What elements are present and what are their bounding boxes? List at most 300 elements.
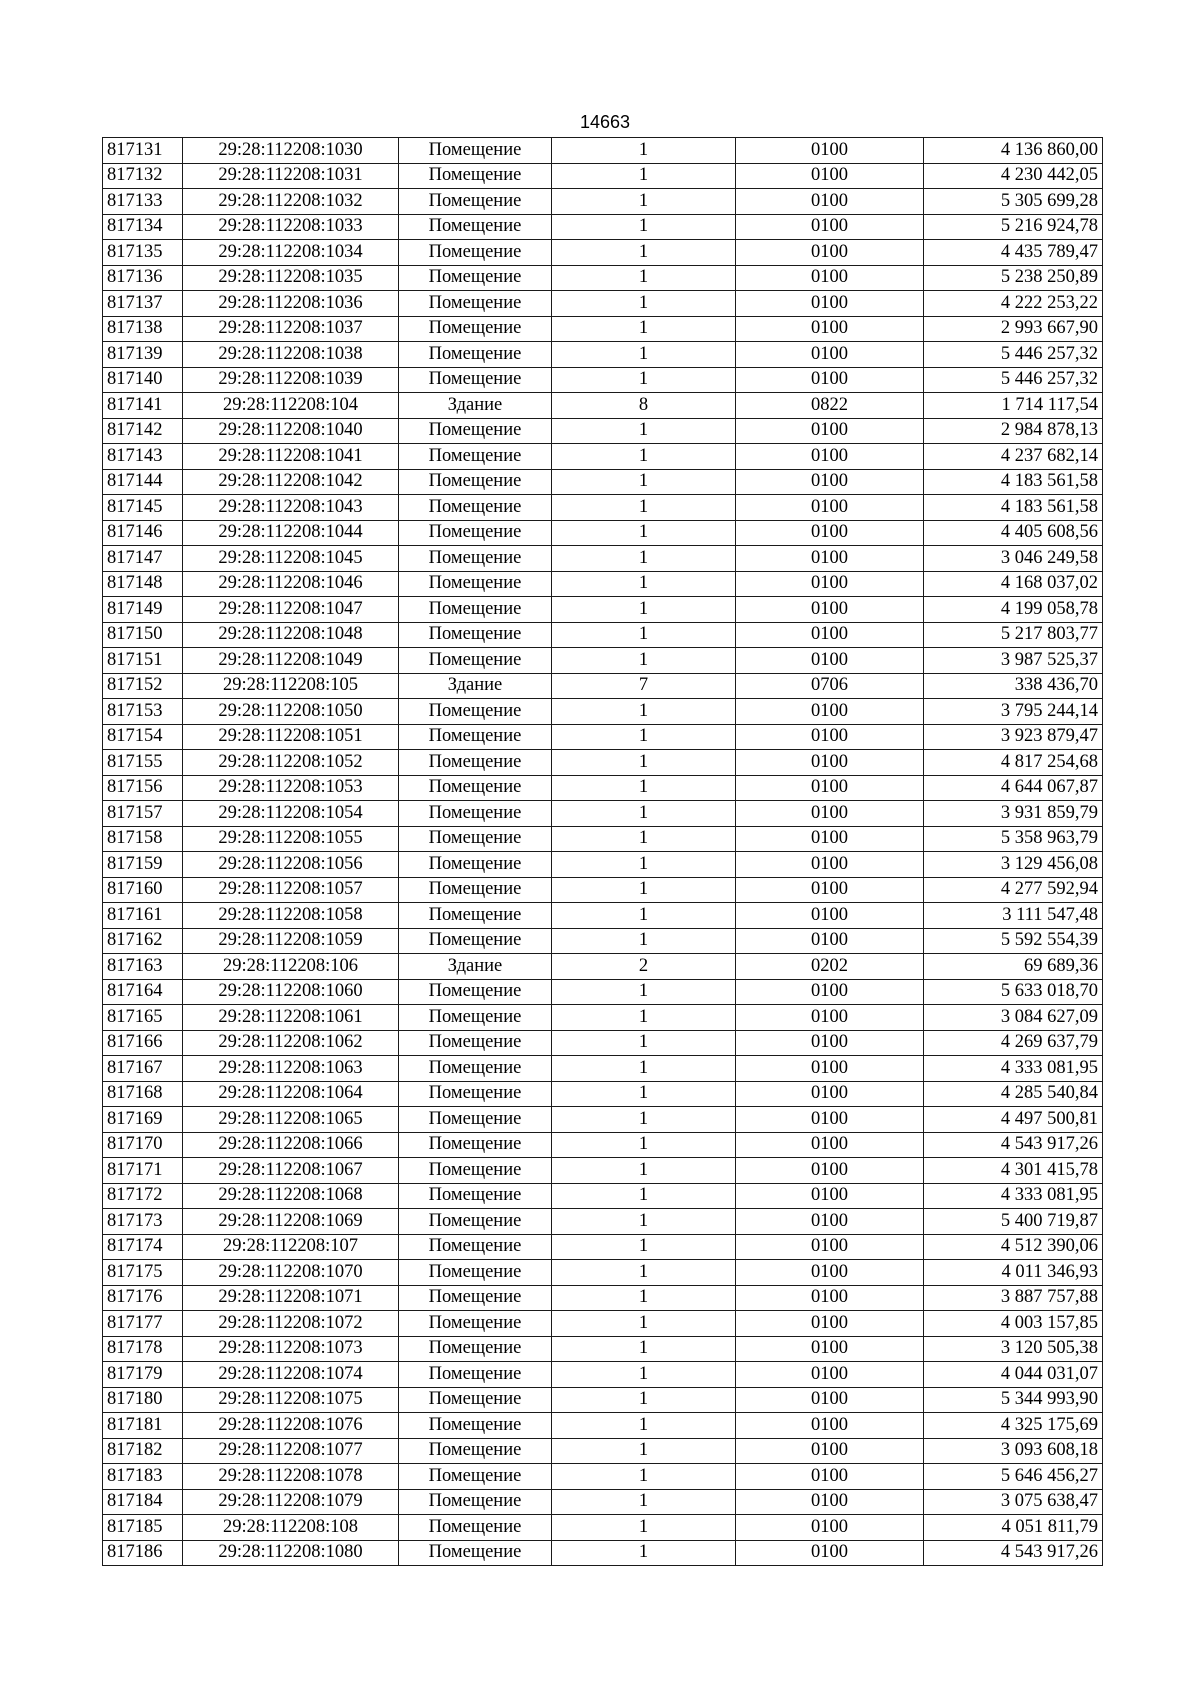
table-row	[103, 469, 1103, 495]
table-row	[103, 1540, 1103, 1566]
row-number-cell: 817182	[103, 1438, 183, 1464]
cadastral-value-cell: 4 230 442,05	[924, 163, 1103, 189]
count-cell: 1	[552, 775, 736, 801]
count-cell: 1	[552, 1107, 736, 1133]
cadastral-value-cell: 3 120 505,38	[924, 1336, 1103, 1362]
table-row	[103, 1387, 1103, 1413]
code-cell: 0100	[736, 444, 924, 470]
count-cell: 1	[552, 1260, 736, 1286]
count-cell: 1	[552, 979, 736, 1005]
row-number-cell: 817149	[103, 597, 183, 623]
cadastral-number-cell: 29:28:112208:1032	[183, 189, 399, 215]
row-number-cell: 817140	[103, 367, 183, 393]
cadastral-number-cell: 29:28:112208:1047	[183, 597, 399, 623]
code-cell: 0100	[736, 903, 924, 929]
cadastral-value-cell: 4 543 917,26	[924, 1132, 1103, 1158]
count-cell: 1	[552, 648, 736, 674]
row-number-cell: 817139	[103, 342, 183, 368]
count-cell: 1	[552, 418, 736, 444]
cadastral-number-cell: 29:28:112208:1055	[183, 826, 399, 852]
row-number-cell: 817166	[103, 1030, 183, 1056]
cadastral-value-cell: 69 689,36	[924, 954, 1103, 980]
count-cell: 7	[552, 673, 736, 699]
registry-table-body	[103, 138, 1103, 1566]
count-cell: 1	[552, 291, 736, 317]
count-cell: 1	[552, 699, 736, 725]
object-type-cell: Помещение	[399, 1413, 552, 1439]
cadastral-value-cell: 5 400 719,87	[924, 1209, 1103, 1235]
row-number-cell: 817176	[103, 1285, 183, 1311]
row-number-cell: 817151	[103, 648, 183, 674]
code-cell: 0100	[736, 1183, 924, 1209]
object-type-cell: Помещение	[399, 1540, 552, 1566]
row-number-cell: 817179	[103, 1362, 183, 1388]
object-type-cell: Помещение	[399, 189, 552, 215]
cadastral-number-cell: 29:28:112208:1076	[183, 1413, 399, 1439]
row-number-cell: 817185	[103, 1515, 183, 1541]
object-type-cell: Здание	[399, 673, 552, 699]
cadastral-value-cell: 3 931 859,79	[924, 801, 1103, 827]
object-type-cell: Помещение	[399, 316, 552, 342]
table-row	[103, 699, 1103, 725]
row-number-cell: 817134	[103, 214, 183, 240]
code-cell: 0100	[736, 1030, 924, 1056]
row-number-cell: 817132	[103, 163, 183, 189]
count-cell: 1	[552, 597, 736, 623]
code-cell: 0100	[736, 1285, 924, 1311]
cadastral-value-cell: 5 216 924,78	[924, 214, 1103, 240]
count-cell: 1	[552, 1056, 736, 1082]
count-cell: 1	[552, 1030, 736, 1056]
cadastral-value-cell: 3 046 249,58	[924, 546, 1103, 572]
cadastral-number-cell: 29:28:112208:1045	[183, 546, 399, 572]
count-cell: 1	[552, 342, 736, 368]
count-cell: 1	[552, 928, 736, 954]
row-number-cell: 817183	[103, 1464, 183, 1490]
cadastral-value-cell: 4 497 500,81	[924, 1107, 1103, 1133]
object-type-cell: Помещение	[399, 903, 552, 929]
count-cell: 1	[552, 214, 736, 240]
table-row	[103, 1438, 1103, 1464]
code-cell: 0100	[736, 214, 924, 240]
cadastral-value-cell: 4 405 608,56	[924, 520, 1103, 546]
table-row	[103, 724, 1103, 750]
cadastral-value-cell: 1 714 117,54	[924, 393, 1103, 419]
object-type-cell: Помещение	[399, 1056, 552, 1082]
row-number-cell: 817137	[103, 291, 183, 317]
object-type-cell: Помещение	[399, 546, 552, 572]
cadastral-number-cell: 29:28:112208:1073	[183, 1336, 399, 1362]
code-cell: 0100	[736, 699, 924, 725]
cadastral-value-cell: 3 923 879,47	[924, 724, 1103, 750]
table-row	[103, 1183, 1103, 1209]
table-row	[103, 648, 1103, 674]
code-cell: 0100	[736, 724, 924, 750]
code-cell: 0100	[736, 877, 924, 903]
cadastral-number-cell: 29:28:112208:1035	[183, 265, 399, 291]
object-type-cell: Помещение	[399, 699, 552, 725]
count-cell: 1	[552, 1515, 736, 1541]
cadastral-number-cell: 29:28:112208:1077	[183, 1438, 399, 1464]
count-cell: 1	[552, 826, 736, 852]
object-type-cell: Здание	[399, 954, 552, 980]
count-cell: 1	[552, 1413, 736, 1439]
cadastral-value-cell: 4 051 811,79	[924, 1515, 1103, 1541]
table-row	[103, 1132, 1103, 1158]
cadastral-number-cell: 29:28:112208:1060	[183, 979, 399, 1005]
code-cell: 0100	[736, 1464, 924, 1490]
code-cell: 0100	[736, 1336, 924, 1362]
table-row	[103, 520, 1103, 546]
code-cell: 0100	[736, 240, 924, 266]
count-cell: 1	[552, 520, 736, 546]
cadastral-value-cell: 4 136 860,00	[924, 138, 1103, 164]
cadastral-value-cell: 4 168 037,02	[924, 571, 1103, 597]
cadastral-number-cell: 29:28:112208:1062	[183, 1030, 399, 1056]
cadastral-value-cell: 5 217 803,77	[924, 622, 1103, 648]
row-number-cell: 817135	[103, 240, 183, 266]
cadastral-number-cell: 29:28:112208:1034	[183, 240, 399, 266]
count-cell: 1	[552, 1387, 736, 1413]
code-cell: 0100	[736, 1132, 924, 1158]
object-type-cell: Помещение	[399, 163, 552, 189]
cadastral-value-cell: 4 817 254,68	[924, 750, 1103, 776]
count-cell: 1	[552, 1081, 736, 1107]
cadastral-value-cell: 5 592 554,39	[924, 928, 1103, 954]
row-number-cell: 817173	[103, 1209, 183, 1235]
object-type-cell: Помещение	[399, 1285, 552, 1311]
cadastral-number-cell: 29:28:112208:1044	[183, 520, 399, 546]
row-number-cell: 817186	[103, 1540, 183, 1566]
cadastral-value-cell: 4 285 540,84	[924, 1081, 1103, 1107]
code-cell: 0100	[736, 316, 924, 342]
code-cell: 0100	[736, 1158, 924, 1184]
count-cell: 2	[552, 954, 736, 980]
cadastral-value-cell: 5 344 993,90	[924, 1387, 1103, 1413]
row-number-cell: 817162	[103, 928, 183, 954]
row-number-cell: 817161	[103, 903, 183, 929]
count-cell: 1	[552, 316, 736, 342]
object-type-cell: Помещение	[399, 1336, 552, 1362]
code-cell: 0100	[736, 622, 924, 648]
cadastral-number-cell: 29:28:112208:1053	[183, 775, 399, 801]
count-cell: 1	[552, 138, 736, 164]
cadastral-value-cell: 4 301 415,78	[924, 1158, 1103, 1184]
count-cell: 1	[552, 265, 736, 291]
object-type-cell: Помещение	[399, 1005, 552, 1031]
object-type-cell: Помещение	[399, 1234, 552, 1260]
cadastral-value-cell: 5 446 257,32	[924, 342, 1103, 368]
object-type-cell: Помещение	[399, 138, 552, 164]
row-number-cell: 817142	[103, 418, 183, 444]
table-row	[103, 750, 1103, 776]
object-type-cell: Помещение	[399, 622, 552, 648]
table-row	[103, 189, 1103, 215]
object-type-cell: Помещение	[399, 1515, 552, 1541]
table-row	[103, 444, 1103, 470]
object-type-cell: Помещение	[399, 265, 552, 291]
cadastral-number-cell: 29:28:112208:1054	[183, 801, 399, 827]
count-cell: 1	[552, 1132, 736, 1158]
cadastral-value-cell: 4 435 789,47	[924, 240, 1103, 266]
cadastral-value-cell: 4 543 917,26	[924, 1540, 1103, 1566]
code-cell: 0100	[736, 495, 924, 521]
count-cell: 1	[552, 1540, 736, 1566]
table-row	[103, 1158, 1103, 1184]
code-cell: 0100	[736, 520, 924, 546]
registry-table	[102, 137, 1103, 1566]
object-type-cell: Помещение	[399, 367, 552, 393]
count-cell: 8	[552, 393, 736, 419]
cadastral-number-cell: 29:28:112208:1051	[183, 724, 399, 750]
cadastral-number-cell: 29:28:112208:1049	[183, 648, 399, 674]
table-row	[103, 495, 1103, 521]
table-row	[103, 1489, 1103, 1515]
row-number-cell: 817177	[103, 1311, 183, 1337]
row-number-cell: 817150	[103, 622, 183, 648]
cadastral-value-cell: 3 887 757,88	[924, 1285, 1103, 1311]
code-cell: 0100	[736, 775, 924, 801]
cadastral-value-cell: 4 269 637,79	[924, 1030, 1103, 1056]
object-type-cell: Помещение	[399, 775, 552, 801]
cadastral-number-cell: 29:28:112208:1071	[183, 1285, 399, 1311]
cadastral-number-cell: 29:28:112208:1037	[183, 316, 399, 342]
object-type-cell: Помещение	[399, 1107, 552, 1133]
code-cell: 0100	[736, 1260, 924, 1286]
table-row	[103, 1285, 1103, 1311]
count-cell: 1	[552, 1158, 736, 1184]
cadastral-number-cell: 29:28:112208:1066	[183, 1132, 399, 1158]
object-type-cell: Помещение	[399, 1464, 552, 1490]
count-cell: 1	[552, 1438, 736, 1464]
object-type-cell: Помещение	[399, 648, 552, 674]
table-row	[103, 1030, 1103, 1056]
cadastral-number-cell: 29:28:112208:1041	[183, 444, 399, 470]
row-number-cell: 817156	[103, 775, 183, 801]
cadastral-number-cell: 29:28:112208:104	[183, 393, 399, 419]
cadastral-number-cell: 29:28:112208:108	[183, 1515, 399, 1541]
count-cell: 1	[552, 546, 736, 572]
cadastral-number-cell: 29:28:112208:1061	[183, 1005, 399, 1031]
row-number-cell: 817159	[103, 852, 183, 878]
table-row	[103, 597, 1103, 623]
table-row	[103, 622, 1103, 648]
table-row	[103, 903, 1103, 929]
table-row	[103, 1336, 1103, 1362]
table-row	[103, 1107, 1103, 1133]
code-cell: 0706	[736, 673, 924, 699]
cadastral-value-cell: 4 183 561,58	[924, 469, 1103, 495]
code-cell: 0100	[736, 265, 924, 291]
cadastral-number-cell: 29:28:112208:1069	[183, 1209, 399, 1235]
code-cell: 0100	[736, 1081, 924, 1107]
row-number-cell: 817138	[103, 316, 183, 342]
object-type-cell: Помещение	[399, 571, 552, 597]
code-cell: 0100	[736, 1540, 924, 1566]
row-number-cell: 817169	[103, 1107, 183, 1133]
code-cell: 0100	[736, 291, 924, 317]
row-number-cell: 817163	[103, 954, 183, 980]
code-cell: 0100	[736, 801, 924, 827]
cadastral-number-cell: 29:28:112208:1052	[183, 750, 399, 776]
cadastral-value-cell: 4 325 175,69	[924, 1413, 1103, 1439]
table-row	[103, 418, 1103, 444]
table-row	[103, 265, 1103, 291]
object-type-cell: Помещение	[399, 1438, 552, 1464]
object-type-cell: Помещение	[399, 1209, 552, 1235]
code-cell: 0100	[736, 546, 924, 572]
object-type-cell: Помещение	[399, 469, 552, 495]
table-row	[103, 138, 1103, 164]
row-number-cell: 817160	[103, 877, 183, 903]
code-cell: 0100	[736, 1515, 924, 1541]
table-row	[103, 1413, 1103, 1439]
count-cell: 1	[552, 801, 736, 827]
cadastral-value-cell: 4 222 253,22	[924, 291, 1103, 317]
count-cell: 1	[552, 750, 736, 776]
count-cell: 1	[552, 724, 736, 750]
object-type-cell: Помещение	[399, 495, 552, 521]
code-cell: 0100	[736, 979, 924, 1005]
cadastral-number-cell: 29:28:112208:1078	[183, 1464, 399, 1490]
row-number-cell: 817184	[103, 1489, 183, 1515]
cadastral-value-cell: 3 795 244,14	[924, 699, 1103, 725]
cadastral-value-cell: 4 644 067,87	[924, 775, 1103, 801]
object-type-cell: Помещение	[399, 1387, 552, 1413]
object-type-cell: Здание	[399, 393, 552, 419]
row-number-cell: 817168	[103, 1081, 183, 1107]
code-cell: 0202	[736, 954, 924, 980]
row-number-cell: 817147	[103, 546, 183, 572]
cadastral-number-cell: 29:28:112208:1038	[183, 342, 399, 368]
table-row	[103, 367, 1103, 393]
table-row	[103, 571, 1103, 597]
cadastral-number-cell: 29:28:112208:1067	[183, 1158, 399, 1184]
object-type-cell: Помещение	[399, 724, 552, 750]
cadastral-value-cell: 4 183 561,58	[924, 495, 1103, 521]
row-number-cell: 817141	[103, 393, 183, 419]
cadastral-number-cell: 29:28:112208:1070	[183, 1260, 399, 1286]
table-row	[103, 393, 1103, 419]
count-cell: 1	[552, 163, 736, 189]
table-row	[103, 1260, 1103, 1286]
count-cell: 1	[552, 1209, 736, 1235]
table-row	[103, 1056, 1103, 1082]
code-cell: 0100	[736, 418, 924, 444]
object-type-cell: Помещение	[399, 342, 552, 368]
object-type-cell: Помещение	[399, 1081, 552, 1107]
page-number: 14663	[579, 112, 631, 132]
cadastral-value-cell: 3 111 547,48	[924, 903, 1103, 929]
table-row	[103, 1515, 1103, 1541]
count-cell: 1	[552, 852, 736, 878]
row-number-cell: 817143	[103, 444, 183, 470]
code-cell: 0100	[736, 1438, 924, 1464]
code-cell: 0100	[736, 597, 924, 623]
object-type-cell: Помещение	[399, 877, 552, 903]
row-number-cell: 817178	[103, 1336, 183, 1362]
code-cell: 0100	[736, 367, 924, 393]
object-type-cell: Помещение	[399, 1158, 552, 1184]
cadastral-number-cell: 29:28:112208:1075	[183, 1387, 399, 1413]
cadastral-value-cell: 4 199 058,78	[924, 597, 1103, 623]
cadastral-number-cell: 29:28:112208:105	[183, 673, 399, 699]
code-cell: 0100	[736, 342, 924, 368]
cadastral-number-cell: 29:28:112208:1057	[183, 877, 399, 903]
cadastral-value-cell: 4 333 081,95	[924, 1183, 1103, 1209]
row-number-cell: 817131	[103, 138, 183, 164]
table-row	[103, 1464, 1103, 1490]
row-number-cell: 817180	[103, 1387, 183, 1413]
row-number-cell: 817165	[103, 1005, 183, 1031]
object-type-cell: Помещение	[399, 1030, 552, 1056]
object-type-cell: Помещение	[399, 597, 552, 623]
code-cell: 0100	[736, 138, 924, 164]
table-row	[103, 1081, 1103, 1107]
row-number-cell: 817144	[103, 469, 183, 495]
cadastral-number-cell: 29:28:112208:1030	[183, 138, 399, 164]
count-cell: 1	[552, 622, 736, 648]
cadastral-number-cell: 29:28:112208:1063	[183, 1056, 399, 1082]
table-row	[103, 240, 1103, 266]
cadastral-number-cell: 29:28:112208:1056	[183, 852, 399, 878]
table-row	[103, 342, 1103, 368]
row-number-cell: 817167	[103, 1056, 183, 1082]
cadastral-number-cell: 29:28:112208:1065	[183, 1107, 399, 1133]
cadastral-value-cell: 5 358 963,79	[924, 826, 1103, 852]
count-cell: 1	[552, 1234, 736, 1260]
cadastral-value-cell: 5 446 257,32	[924, 367, 1103, 393]
row-number-cell: 817148	[103, 571, 183, 597]
row-number-cell: 817174	[103, 1234, 183, 1260]
cadastral-value-cell: 3 075 638,47	[924, 1489, 1103, 1515]
count-cell: 1	[552, 240, 736, 266]
row-number-cell: 817136	[103, 265, 183, 291]
table-row	[103, 1311, 1103, 1337]
count-cell: 1	[552, 903, 736, 929]
code-cell: 0100	[736, 1056, 924, 1082]
code-cell: 0100	[736, 852, 924, 878]
cadastral-number-cell: 29:28:112208:1079	[183, 1489, 399, 1515]
cadastral-number-cell: 29:28:112208:1036	[183, 291, 399, 317]
code-cell: 0100	[736, 1209, 924, 1235]
object-type-cell: Помещение	[399, 1260, 552, 1286]
cadastral-number-cell: 29:28:112208:1039	[183, 367, 399, 393]
table-row	[103, 877, 1103, 903]
object-type-cell: Помещение	[399, 214, 552, 240]
code-cell: 0822	[736, 393, 924, 419]
object-type-cell: Помещение	[399, 1362, 552, 1388]
table-row	[103, 316, 1103, 342]
cadastral-value-cell: 3 129 456,08	[924, 852, 1103, 878]
object-type-cell: Помещение	[399, 1183, 552, 1209]
row-number-cell: 817172	[103, 1183, 183, 1209]
code-cell: 0100	[736, 1489, 924, 1515]
cadastral-number-cell: 29:28:112208:1074	[183, 1362, 399, 1388]
count-cell: 1	[552, 1362, 736, 1388]
cadastral-value-cell: 3 093 608,18	[924, 1438, 1103, 1464]
cadastral-number-cell: 29:28:112208:1072	[183, 1311, 399, 1337]
code-cell: 0100	[736, 750, 924, 776]
cadastral-number-cell: 29:28:112208:1048	[183, 622, 399, 648]
cadastral-value-cell: 4 512 390,06	[924, 1234, 1103, 1260]
code-cell: 0100	[736, 1413, 924, 1439]
cadastral-number-cell: 29:28:112208:1043	[183, 495, 399, 521]
cadastral-number-cell: 29:28:112208:107	[183, 1234, 399, 1260]
code-cell: 0100	[736, 189, 924, 215]
cadastral-value-cell: 3 084 627,09	[924, 1005, 1103, 1031]
table-row	[103, 1209, 1103, 1235]
